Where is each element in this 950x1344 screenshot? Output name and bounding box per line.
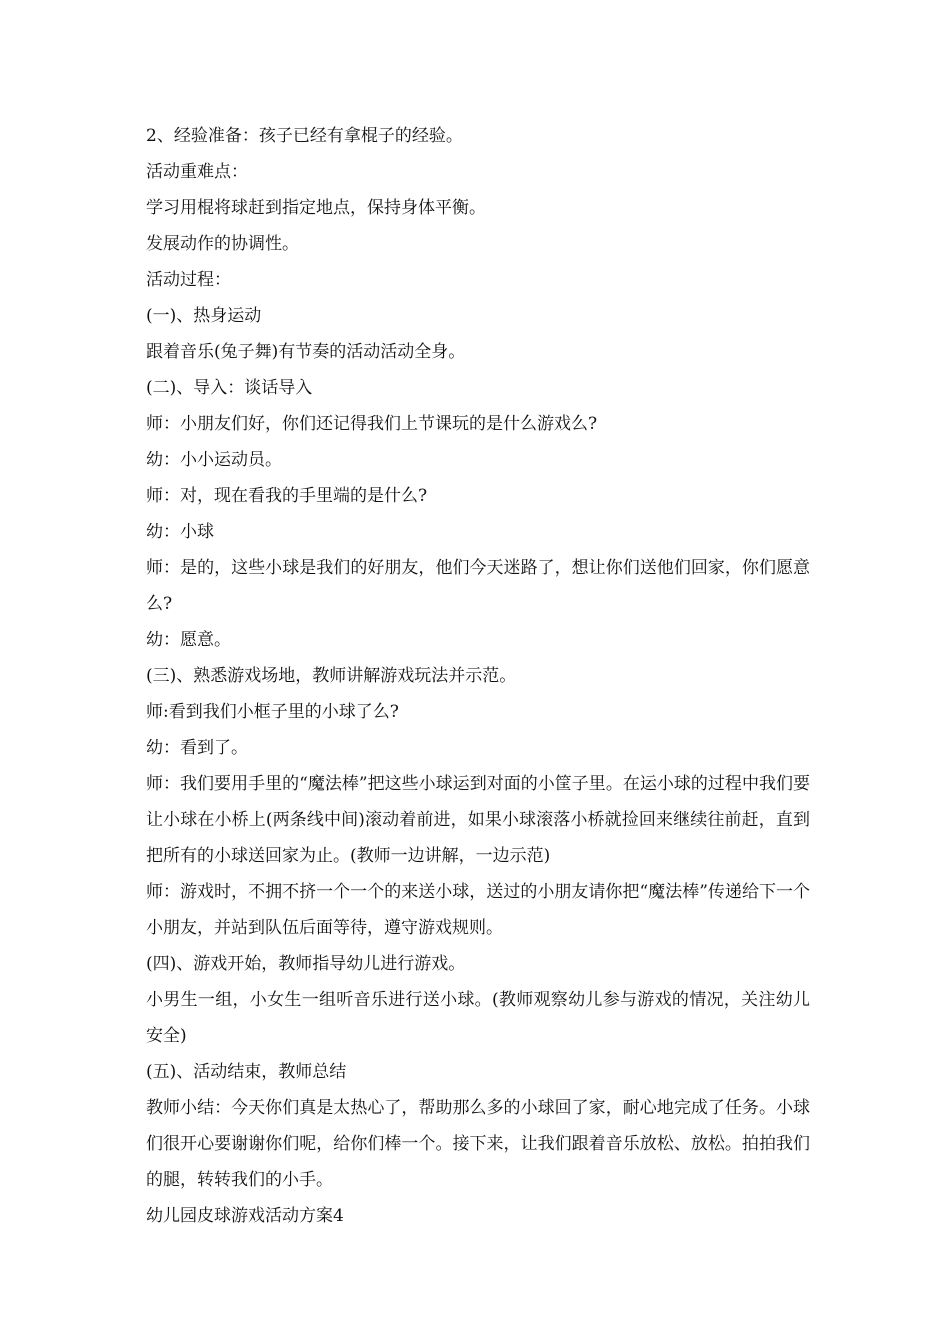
paragraph-next-title: 幼儿园皮球游戏活动方案4: [146, 1206, 344, 1226]
paragraph-rules: 师：游戏时，不拥不挤一个一个的来送小球，送过的小朋友请你把“魔法棒”传递给下一个小朋友，并站到队伍后面等待，遵守游戏规则。: [146, 882, 810, 938]
paragraph-key-points-heading: 活动重难点：: [146, 162, 248, 182]
paragraph-instructions: 师：我们要用手里的“魔法棒”把这些小球运到对面的小筐子里。在运小球的过程中我们要让小球在小桥上(两条线中间)滚动着前进，如果小球滚落小桥就捡回来继续往前赶，直到把所有的小球送回家为止。(教师一边讲解，一边示范): [146, 774, 810, 866]
paragraph-dialogue: 师：是的，这些小球是我们的好朋友，他们今天迷路了，想让你们送他们回家，你们愿意么?: [146, 558, 810, 614]
paragraph-prep: 2、经验准备：孩子已经有拿棍子的经验。: [146, 126, 463, 146]
paragraph-section-2-heading: (二)、导入：谈话导入: [146, 378, 313, 398]
paragraph-dialogue: 幼：小小运动员。: [146, 450, 282, 470]
paragraph-section-5-heading: (五)、活动结束，教师总结: [146, 1062, 347, 1082]
paragraph-key-point-2: 发展动作的协调性。: [146, 234, 299, 254]
paragraph-section-1-heading: (一)、热身运动: [146, 306, 262, 326]
paragraph-dialogue: 师:看到我们小框子里的小球了么?: [146, 702, 399, 722]
paragraph-process-heading: 活动过程：: [146, 270, 231, 290]
paragraph-dialogue: 幼：看到了。: [146, 738, 248, 758]
paragraph-groups: 小男生一组，小女生一组听音乐进行送小球。(教师观察幼儿参与游戏的情况，关注幼儿安全): [146, 990, 810, 1046]
paragraph-dialogue: 幼：愿意。: [146, 630, 231, 650]
paragraph-section-3-heading: (三)、熟悉游戏场地，教师讲解游戏玩法并示范。: [146, 666, 517, 686]
paragraph-dialogue: 幼：小球: [146, 522, 214, 542]
paragraph-summary: 教师小结：今天你们真是太热心了，帮助那么多的小球回了家，耐心地完成了任务。小球们很开心要谢谢你们呢，给你们棒一个。接下来，让我们跟着音乐放松、放松。拍拍我们的腿，转转我们的小手。: [146, 1098, 810, 1190]
paragraph-dialogue: 师：小朋友们好，你们还记得我们上节课玩的是什么游戏么?: [146, 414, 598, 434]
paragraph-key-point-1: 学习用棍将球赶到指定地点，保持身体平衡。: [146, 198, 486, 218]
paragraph-warmup: 跟着音乐(兔子舞)有节奏的活动活动全身。: [146, 342, 466, 362]
document-body: [146, 118, 810, 1234]
paragraph-section-4-heading: (四)、游戏开始，教师指导幼儿进行游戏。: [146, 954, 466, 974]
paragraph-dialogue: 师：对，现在看我的手里端的是什么?: [146, 486, 428, 506]
